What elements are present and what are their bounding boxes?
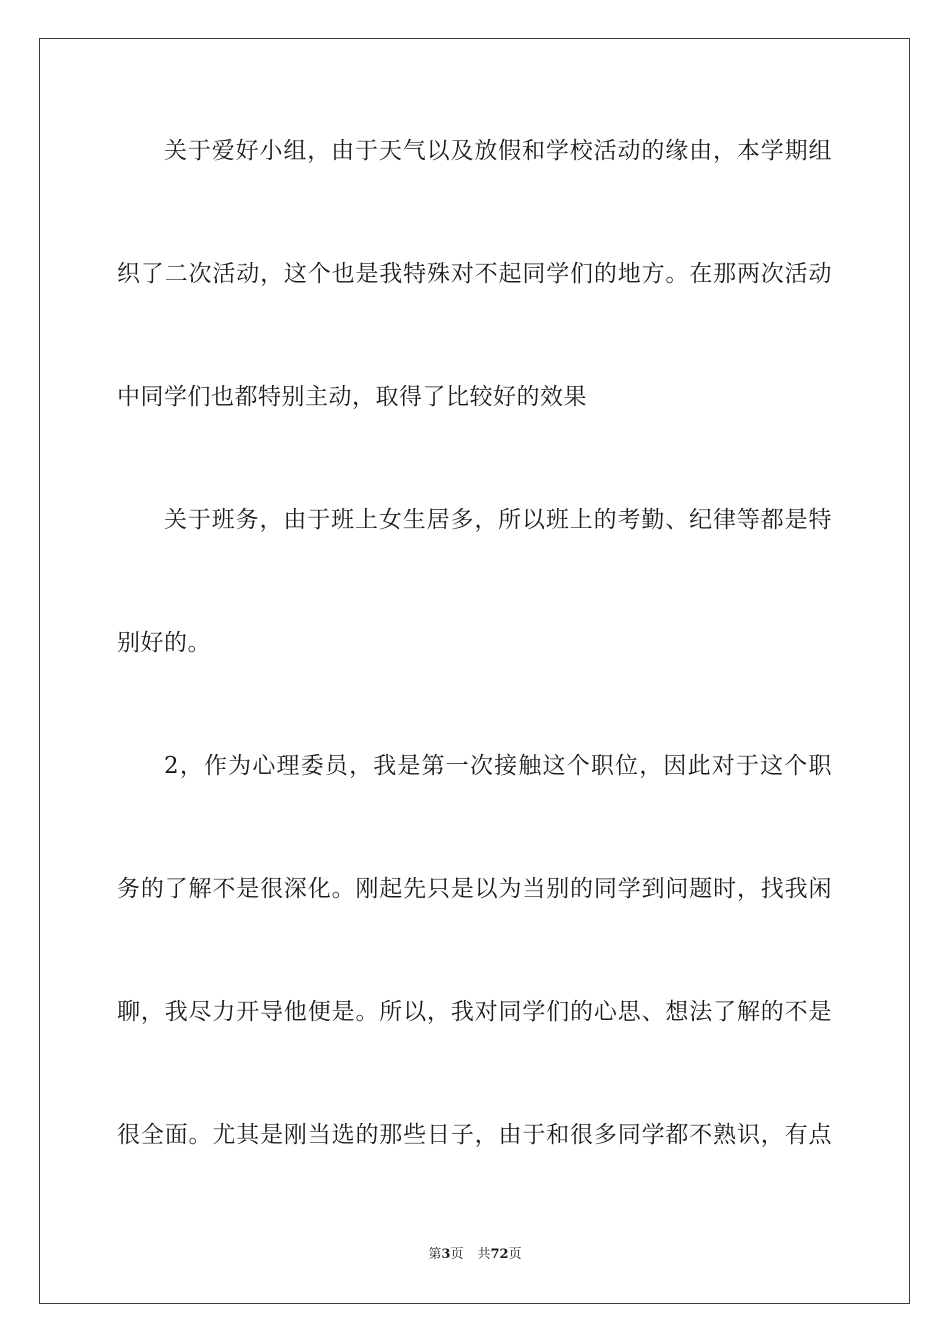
page-border <box>39 38 910 1304</box>
footer-total-number: 72 <box>490 1247 509 1262</box>
footer-total-prefix: 共 <box>477 1247 491 1262</box>
text-line-5: 别好的。 <box>117 630 211 656</box>
text-line-4: 关于班务，由于班上女生居多，所以班上的考勤、纪律等都是特 <box>164 507 832 533</box>
footer-page-prefix: 第 <box>428 1247 442 1262</box>
footer-total-suffix: 页 <box>508 1247 522 1262</box>
footer-page-number: 3 <box>441 1247 451 1262</box>
text-line-8: 聊，我尽力开导他便是。所以，我对同学们的心思、想法了解的不是 <box>117 999 832 1025</box>
footer-page-suffix: 页 <box>450 1247 464 1262</box>
text-line-1: 关于爱好小组，由于天气以及放假和学校活动的缘由，本学期组 <box>164 138 832 164</box>
text-line-6: 2，作为心理委员，我是第一次接触这个职位，因此对于这个职 <box>164 753 832 779</box>
text-line-7: 务的了解不是很深化。刚起先只是以为当别的同学到问题时，找我闲 <box>117 876 832 902</box>
page-footer <box>0 1246 950 1264</box>
text-line-2: 织了二次活动，这个也是我特殊对不起同学们的地方。在那两次活动 <box>117 261 832 287</box>
text-line-9: 很全面。尤其是刚当选的那些日子，由于和很多同学都不熟识，有点 <box>117 1122 832 1148</box>
text-line-3: 中同学们也都特别主动，取得了比较好的效果 <box>117 384 587 410</box>
